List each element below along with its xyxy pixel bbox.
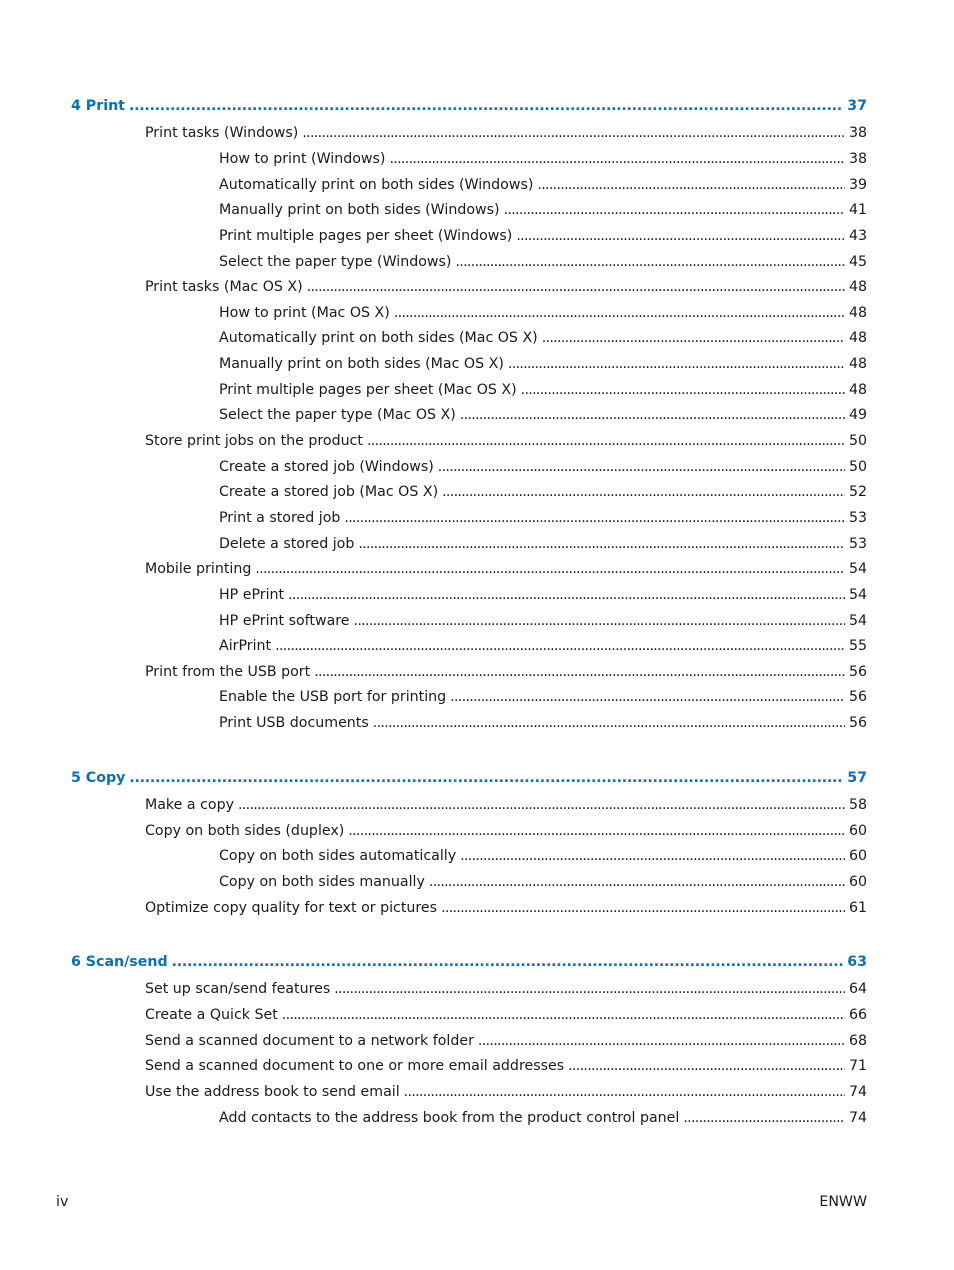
toc-dot-leader [348, 821, 845, 841]
toc-entry-page: 41 [848, 202, 867, 218]
toc-entry[interactable] [145, 123, 867, 143]
page-number-roman: iv [56, 1194, 69, 1210]
toc-entry-page: 60 [848, 848, 867, 864]
toc-dot-leader [354, 611, 845, 631]
toc-entry-page: 50 [848, 459, 867, 475]
toc-entry[interactable] [219, 380, 867, 400]
toc-entry-page: 48 [848, 305, 867, 321]
toc-entry-title: Use the address book to send email [145, 1084, 400, 1100]
toc-entry-title: Send a scanned document to a network folder [145, 1033, 474, 1049]
toc-dot-leader [129, 96, 843, 116]
toc-dot-leader [450, 687, 845, 707]
toc-entry-title: Manually print on both sides (Windows) [219, 202, 500, 218]
toc-entry[interactable] [145, 559, 867, 579]
toc-chapter-entry[interactable] [71, 96, 867, 116]
toc-entry[interactable] [145, 1082, 867, 1102]
toc-entry[interactable] [219, 149, 867, 169]
toc-entry-title: Automatically print on both sides (Windows) [219, 177, 534, 193]
toc-entry[interactable] [219, 534, 867, 554]
toc-entry-page: 48 [848, 330, 867, 346]
toc-entry-title: Select the paper type (Windows) [219, 254, 452, 270]
toc-entry-page: 53 [848, 536, 867, 552]
toc-entry-page: 53 [848, 510, 867, 526]
toc-dot-leader [683, 1108, 845, 1128]
toc-entry-page: 39 [848, 177, 867, 193]
toc-entry-page: 48 [848, 382, 867, 398]
toc-entry-page: 43 [848, 228, 867, 244]
footer-label: ENWW [819, 1194, 867, 1210]
toc-entry-page: 64 [848, 981, 867, 997]
toc-entry[interactable] [219, 1108, 867, 1128]
toc-dot-leader [521, 380, 845, 400]
toc-dot-leader [344, 508, 845, 528]
toc-entry-page: 38 [848, 151, 867, 167]
toc-dot-leader [389, 149, 844, 169]
toc-dot-leader [537, 175, 845, 195]
toc-entry-page: 61 [848, 900, 867, 916]
toc-entry-page: 58 [848, 797, 867, 813]
toc-entry-title: Create a Quick Set [145, 1007, 278, 1023]
toc-dot-leader [373, 713, 845, 733]
toc-entry-title: Copy on both sides manually [219, 874, 425, 890]
toc-entry[interactable] [145, 795, 867, 815]
toc-entry-title: 6 Scan/send [71, 954, 168, 970]
toc-dot-leader [129, 768, 843, 788]
toc-entry[interactable] [145, 1031, 867, 1051]
toc-dot-leader [460, 405, 845, 425]
toc-dot-leader [460, 846, 845, 866]
toc-entry-page: 50 [848, 433, 867, 449]
toc-dot-leader [442, 482, 845, 502]
toc-entry[interactable] [219, 846, 867, 866]
toc-entry[interactable] [219, 405, 867, 425]
toc-dot-leader [438, 457, 845, 477]
toc-entry[interactable] [145, 1056, 867, 1076]
toc-entry[interactable] [219, 482, 867, 502]
toc-entry-page: 60 [848, 823, 867, 839]
toc-entry-title: Send a scanned document to one or more email addresses [145, 1058, 565, 1074]
toc-dot-leader [172, 952, 844, 972]
toc-entry-page: 54 [848, 561, 867, 577]
toc-entry-title: Print multiple pages per sheet (Windows) [219, 228, 513, 244]
toc-dot-leader [307, 277, 845, 297]
toc-entry-title: Create a stored job (Windows) [219, 459, 434, 475]
toc-entry[interactable] [219, 303, 867, 323]
toc-entry-page: 63 [847, 954, 867, 970]
toc-entry[interactable] [145, 277, 867, 297]
toc-entry-title: Enable the USB port for printing [219, 689, 447, 705]
toc-entry-title: 5 Copy [71, 770, 126, 786]
toc-entry-title: Optimize copy quality for text or pictures [145, 900, 438, 916]
toc-entry[interactable] [219, 636, 867, 656]
toc-entry-page: 52 [848, 484, 867, 500]
toc-entry-title: HP ePrint [219, 587, 285, 603]
toc-dot-leader [358, 534, 845, 554]
toc-entry-title: Manually print on both sides (Mac OS X) [219, 356, 504, 372]
toc-entry[interactable] [219, 611, 867, 631]
toc-entry-page: 38 [848, 125, 867, 141]
toc-dot-leader [275, 636, 845, 656]
toc-entry-title: Print a stored job [219, 510, 341, 526]
toc-entry-title: Automatically print on both sides (Mac OS X) [219, 330, 538, 346]
toc-dot-leader [282, 1005, 845, 1025]
toc-entry[interactable] [219, 457, 867, 477]
toc-entry[interactable] [145, 662, 867, 682]
toc-entry-title: How to print (Mac OS X) [219, 305, 390, 321]
toc-entry[interactable] [219, 328, 867, 348]
toc-entry-title: Copy on both sides (duplex) [145, 823, 345, 839]
toc-entry-page: 57 [847, 770, 867, 786]
toc-dot-leader [367, 431, 845, 451]
toc-entry-title: AirPrint [219, 638, 272, 654]
toc-dot-leader [238, 795, 845, 815]
toc-entry-title: Create a stored job (Mac OS X) [219, 484, 439, 500]
toc-entry-page: 45 [848, 254, 867, 270]
toc-dot-leader [288, 585, 845, 605]
toc-entry-page: 60 [848, 874, 867, 890]
toc-chapter-entry[interactable] [71, 952, 867, 972]
toc-dot-leader [302, 123, 845, 143]
toc-dot-leader [314, 662, 845, 682]
toc-entry-page: 55 [848, 638, 867, 654]
toc-entry-title: HP ePrint software [219, 613, 350, 629]
toc-entry[interactable] [219, 687, 867, 707]
toc-entry-page: 37 [847, 98, 867, 114]
toc-entry[interactable] [219, 713, 867, 733]
toc-entry[interactable] [219, 354, 867, 374]
toc-entry[interactable] [145, 431, 867, 451]
toc-dot-leader [441, 898, 845, 918]
toc-entry[interactable] [219, 200, 867, 220]
toc-entry[interactable] [219, 175, 867, 195]
toc-dot-leader [508, 354, 845, 374]
toc-entry-title: Store print jobs on the product [145, 433, 363, 449]
toc-entry[interactable] [219, 508, 867, 528]
toc-entry-page: 56 [848, 664, 867, 680]
toc-entry-page: 56 [848, 689, 867, 705]
toc-entry[interactable] [219, 226, 867, 246]
toc-dot-leader [334, 979, 845, 999]
toc-entry-title: Print from the USB port [145, 664, 311, 680]
toc-dot-leader [404, 1082, 845, 1102]
toc-entry-page: 48 [848, 356, 867, 372]
toc-entry[interactable] [145, 821, 867, 841]
toc-entry-title: 4 Print [71, 98, 125, 114]
toc-entry-page: 49 [848, 407, 867, 423]
toc-dot-leader [568, 1056, 845, 1076]
toc-entry-page: 71 [848, 1058, 867, 1074]
toc-dot-leader [504, 200, 845, 220]
toc-dot-leader [255, 559, 845, 579]
toc-entry-page: 68 [848, 1033, 867, 1049]
toc-entry[interactable] [219, 252, 867, 272]
toc-chapter-entry[interactable] [71, 768, 867, 788]
toc-entry-page: 74 [848, 1084, 867, 1100]
toc-dot-leader [478, 1031, 845, 1051]
toc-entry-title: Mobile printing [145, 561, 252, 577]
toc-entry-title: Print multiple pages per sheet (Mac OS X) [219, 382, 517, 398]
toc-entry-page: 66 [848, 1007, 867, 1023]
toc-entry[interactable] [145, 1005, 867, 1025]
toc-entry[interactable] [219, 872, 867, 892]
toc-dot-leader [516, 226, 845, 246]
toc-entry-page: 48 [848, 279, 867, 295]
toc-entry-title: How to print (Windows) [219, 151, 386, 167]
toc-entry-title: Make a copy [145, 797, 234, 813]
toc-entry-title: Print tasks (Windows) [145, 125, 299, 141]
toc-entry-title: Print USB documents [219, 715, 369, 731]
toc-dot-leader [429, 872, 845, 892]
toc-dot-leader [394, 303, 845, 323]
toc-entry-page: 56 [848, 715, 867, 731]
toc-entry[interactable] [145, 979, 867, 999]
toc-entry-title: Set up scan/send features [145, 981, 331, 997]
toc-entry-title: Print tasks (Mac OS X) [145, 279, 303, 295]
toc-dot-leader [542, 328, 845, 348]
toc-entry-title: Copy on both sides automatically [219, 848, 457, 864]
toc-entry-page: 54 [848, 613, 867, 629]
toc-entry-title: Add contacts to the address book from the product control panel [219, 1110, 680, 1126]
toc-entry[interactable] [145, 898, 867, 918]
toc-entry-page: 74 [848, 1110, 867, 1126]
toc-entry-page: 54 [848, 587, 867, 603]
toc-entry[interactable] [219, 585, 867, 605]
toc-entry-title: Select the paper type (Mac OS X) [219, 407, 456, 423]
toc-entry-title: Delete a stored job [219, 536, 355, 552]
toc-dot-leader [455, 252, 844, 272]
